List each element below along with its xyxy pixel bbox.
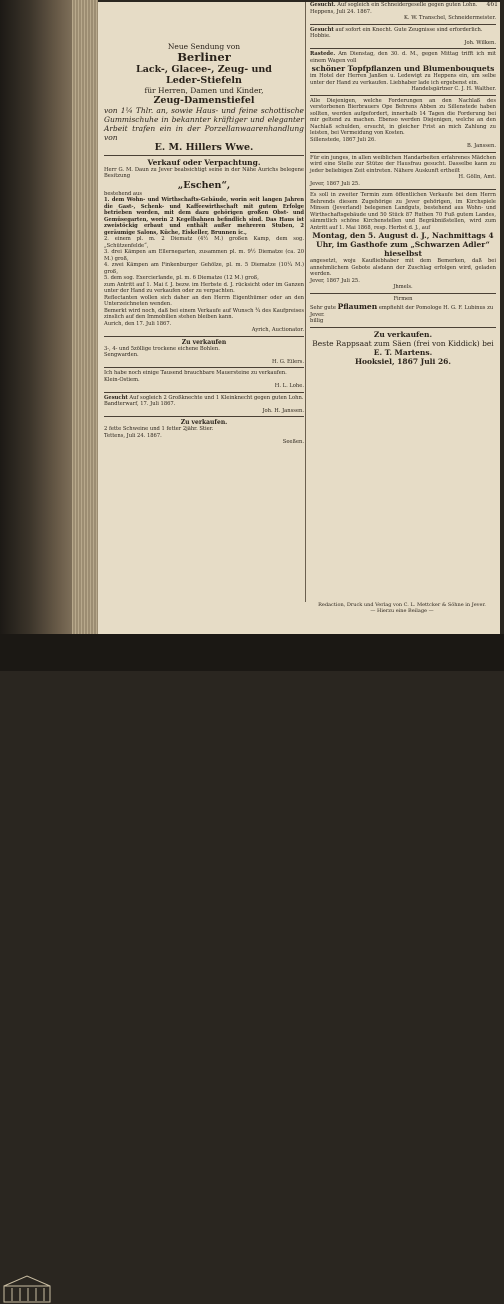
ad-boots-line1: Berliner: [177, 50, 231, 64]
ad-rapeseed: [310, 330, 496, 366]
ad-girl: [310, 155, 496, 188]
library-logo-icon: [2, 1274, 52, 1304]
ad-wood-signer: H. G. Eilers.: [271, 358, 304, 365]
ad-tailor-heading: Gesucht.: [310, 2, 336, 8]
divider: [310, 189, 496, 190]
ad-sale-signer: Ayrich, Auctionator.: [251, 327, 304, 333]
ad-wanted-signer: Joh. H. Janssen.: [262, 407, 304, 414]
divider: [104, 336, 304, 337]
divider: [310, 48, 496, 49]
ad-servant-place: Hobbie.: [310, 33, 331, 39]
ad-stier-date: Tettens, Juli 24. 1867.: [104, 432, 162, 439]
ad-boots-line2: Lack-, Glacee-, Zeug- und: [136, 63, 272, 75]
ad-reeds-place: Klein-Ostiem.: [104, 376, 140, 383]
ad-estate-text: Alle Diejenigen, welche Forderungen an den Nachlaß des verstorbenen Bierbrauers Ope Behrens Abben zu Sillenstede haben sollten, werden aufgefordert, innerhalb 14 Tagen die Forderung bei mir geltend zu machen. Ebenso werden Diejenigen, welche an den Nachlaß schulden, ersucht, in gleicher Frist an mich Zahlung zu leisten, bei Vermeidung von Kosten.: [310, 97, 496, 136]
ad-tailor-date: Heppens, Juli 24. 1867.: [310, 8, 372, 15]
ad-tailor-text: Auf sogleich ein Schneidergeselle gegen guten Lohn.: [337, 2, 478, 8]
ad-boots-line5: Zeug-Damenstiefel: [153, 94, 255, 106]
ad-boots: [104, 42, 304, 153]
ad-sale-item: 5. dem sog. Exercierlande, pl. m. 6 Diematze (12 M.) groß,: [104, 275, 259, 281]
ad-sale-terms2: Reflectanten wollen sich daher an den Herrn Eigenthümer oder an den Unterzeichneten wenden.: [104, 294, 304, 307]
ad-auction-text2: angesetzt, woju Kaufliebhaber mit dem Bemerken, daß bei annehmlichem Gebote alsdann der Zuschlag erfolgen wird, geladen werden.: [310, 258, 496, 277]
ad-estate-signer: B. Janssen.: [466, 143, 496, 149]
ad-boots-line3: Leder-Stiefeln: [166, 74, 242, 86]
ad-sale-item: 4. zwei Kämpen am Finkenburger Gehölze, pl. m. 5 Diematze (10¼ M.) groß,: [104, 262, 304, 275]
imprint: [304, 602, 500, 614]
ad-estate-date: Sillenstede, 1867 Juli 26.: [310, 136, 376, 143]
ad-sale-item: 1. dem Wohn- und Wirthschafts-Gebäude, worin seit langen Jahren die Gast-, Schenk- und Kaffeewirthschaft mit gutem Erfolge betrieben worden, mit dem dazu gehörigen großen Obst- und Gemüsegarten, worin 2 Kegelbahnen befindlich sind. Das Haus ist zweistöckig erbaut und enthält außer mehreren Stuben, 2 geräumige Salons, Küche, Eiskeller, Brunnen ic.,: [104, 197, 304, 236]
ad-auction-big: Montag, den 5. August d. J., Nachmittags 4 Uhr, im Gasthofe zum „Schwarzen Adler“ hieselbst: [312, 231, 494, 258]
ad-plants-heading: Rastede.: [310, 51, 336, 57]
imprint-line: Redaction, Druck und Verlag von C. L. Mettcker & Söhne in Jever.: [318, 602, 486, 608]
ad-boots-text: von 1¼ Thlr. an, sowie Haus- und feine schottische Gummischuhe in bekannter kräftiger und eleganter Arbeit trafen ein in der Porzellanwaarenhandlung von: [104, 105, 304, 142]
supplement-note: — Hierzu eine Beilage —: [370, 608, 434, 614]
ad-boots-line4: für Herren, Damen und Kinder,: [144, 85, 264, 95]
ad-plums-big: Pflaumen: [337, 302, 378, 311]
newspaper-page: [98, 2, 500, 634]
ad-sale-intro: Herr G. M. Daun zu Jever beabsichtigt seine in der Nähe Aurichs belegene Besitzung: [104, 166, 304, 179]
ad-wanted: [104, 395, 304, 415]
ad-sale-name: „Eschen“,: [177, 179, 231, 191]
scan-bottom-strip: [0, 634, 504, 671]
ad-wood: [104, 339, 304, 366]
ad-stier: [104, 419, 304, 446]
ad-auction-date: Jever, 1867 Juli 25.: [310, 277, 360, 284]
ad-wood-heading: Zu verkaufen: [181, 338, 227, 346]
right-column: [310, 2, 496, 634]
ad-wood-text: 3-, 4- und 5zöllige trockene eichene Bohlen.: [104, 345, 220, 352]
ad-sale-item: 2. einem pl. m. 2 Diematz (4½ M.) großen Kamp, dem sog. „Schützenfelde“,: [104, 236, 304, 249]
column-divider: [305, 2, 306, 602]
divider: [104, 416, 304, 417]
ad-servant-signer: Joh. Wilken.: [464, 39, 496, 46]
ad-reeds-signer: H. L. Lohe.: [274, 383, 304, 390]
page-number: 461: [486, 2, 498, 8]
divider: [104, 392, 304, 393]
ad-rapeseed-place: Hooksiel, 1867 Juli 26.: [354, 356, 452, 366]
ad-wanted-text: Auf sogleich 2 Großknechte und 1 Kleinknecht gegen guten Lohn.: [129, 394, 304, 401]
ad-auction: [310, 192, 496, 291]
divider: [104, 367, 304, 368]
ad-boots-firm: E. M. Hillers Wwe.: [154, 141, 254, 153]
divider: [310, 152, 496, 153]
ad-rapeseed-text: Beste Rappsaat zum Säen (frei von Kiddick) bei: [312, 338, 494, 348]
ad-tailor-signer: K. W. Transchel, Schneidermeister.: [404, 15, 496, 21]
page-edges: [72, 0, 98, 671]
ad-stier-text: 2 fette Schweine und 1 fetter 2jähr. Stier.: [104, 426, 214, 433]
ad-stier-heading: Zu verkaufen.: [180, 419, 228, 427]
ad-servant-heading: Gesucht: [310, 26, 334, 33]
ad-sale-date: Aurich, den 17. Juli 1867.: [104, 320, 172, 327]
ad-girl-text: Für ein junges, in allen weiblichen Handarbeiten erfahrenes Mädchen wird eine Stelle zur Stütze der Hausfrau gesucht. Dasselbe kann zu jeder beliebigen Zeit eintreten. Nähere Auskunft ertheilt: [310, 154, 496, 174]
ad-girl-signer: H. Gölln, Amt.: [458, 174, 496, 180]
ad-plants-text: Am Dienstag, den 30. d. M., gegen Mittag trifft ich mit einem Wagen voll: [310, 51, 496, 64]
ad-auction-signer: Jhmels.: [393, 284, 413, 290]
ad-plums-pre: Sehr gute: [310, 305, 336, 311]
ad-servant: [310, 27, 496, 47]
ad-servant-text: auf sofort ein Knecht. Gute Zeugnisse sind erforderlich.: [335, 26, 483, 33]
ad-girl-date: Jever, 1867 Juli 25.: [310, 180, 360, 187]
ad-tailor: [310, 2, 496, 22]
ad-boots-intro: Neue Sendung von: [167, 42, 241, 51]
ad-wanted-date: Bandterwarf, 17. Juli 1867.: [104, 401, 176, 408]
ad-wanted-heading: Gesucht: [104, 394, 128, 401]
ad-plums-label: Firmen: [393, 295, 413, 302]
ad-auction-text: Es soll in zweiter Termin zum öffentlichen Verkaufe bei dem Herrn Behrends diesem Zugehörige zu Jever gehörigen, im Kirchspiele Minsen (Jeverland) belegenen Landguts, bestehend aus Wohn- und Wirthschaftsgebäude und 50 Stück 87 Ruthen 70 Fuß gutem Landes, sämmtlich schöne Kirchenstellen und Begräbnißstellen, wird zum Antritt auf 1. Mai 1868, resp. Herbst d. J., auf: [310, 192, 496, 231]
left-column: [104, 2, 304, 634]
ad-sale-terms3: Bemerkt wird noch, daß bei einem Verkaufe auf Wunsch ¾ des Kaufpreises zinslich auf den Immobilien stehen bleiben kann.: [104, 307, 304, 320]
ad-reeds: [104, 370, 304, 390]
ad-sale: [104, 158, 304, 334]
ad-sale-items-intro: bestehend aus: [104, 190, 143, 197]
ad-plants-signer: Handelsgärtner C. J. H. Walther.: [411, 86, 496, 92]
ad-rapeseed-heading: Zu verkaufen.: [373, 329, 433, 339]
ad-sale-heading: Verkauf oder Verpachtung.: [147, 157, 261, 167]
ad-plums-price: billig: [310, 318, 324, 324]
ad-wood-place: Sengwarden.: [104, 352, 139, 359]
divider: [310, 327, 496, 328]
divider: [310, 95, 496, 96]
ad-plums: [310, 296, 496, 325]
ad-reeds-text: Ich habe noch einige Tausend brauchbare Mauersteine zu verkaufen.: [104, 370, 287, 377]
ad-rapeseed-firm: E. T. Martens.: [373, 347, 433, 357]
divider: [310, 24, 496, 25]
divider: [310, 293, 496, 294]
divider: [104, 155, 304, 156]
ad-plants-big: schöner Topfpflanzen und Blumenbouquets: [311, 64, 495, 73]
ad-estate: [310, 98, 496, 150]
ad-sale-item: 3. drei Kämpen am Ellernegarten, zusammen pl. m. 9½ Diematze (ca. 20 M.) groß,: [104, 249, 304, 262]
ad-plants-text2: im Hotel der Herren Janßen u. Ledewigt zu Heppens ein, um selbe unter der Hand zu verkaufen. Liebhaber lade ich ergebenst ein.: [310, 73, 496, 86]
ad-plants: [310, 51, 496, 93]
ad-stier-signer: Seeßen.: [282, 439, 304, 446]
ad-plums-post: empfiehlt der Pomologe H. G. F. Lubinus zu Jever.: [310, 305, 494, 318]
ad-sale-terms: zum Antritt auf 1. Mai f. J. bezw. im Herbste d. J. rücksicht oder im Ganzen unter der Hand zu verkaufen oder zu verpachten.: [104, 281, 304, 294]
